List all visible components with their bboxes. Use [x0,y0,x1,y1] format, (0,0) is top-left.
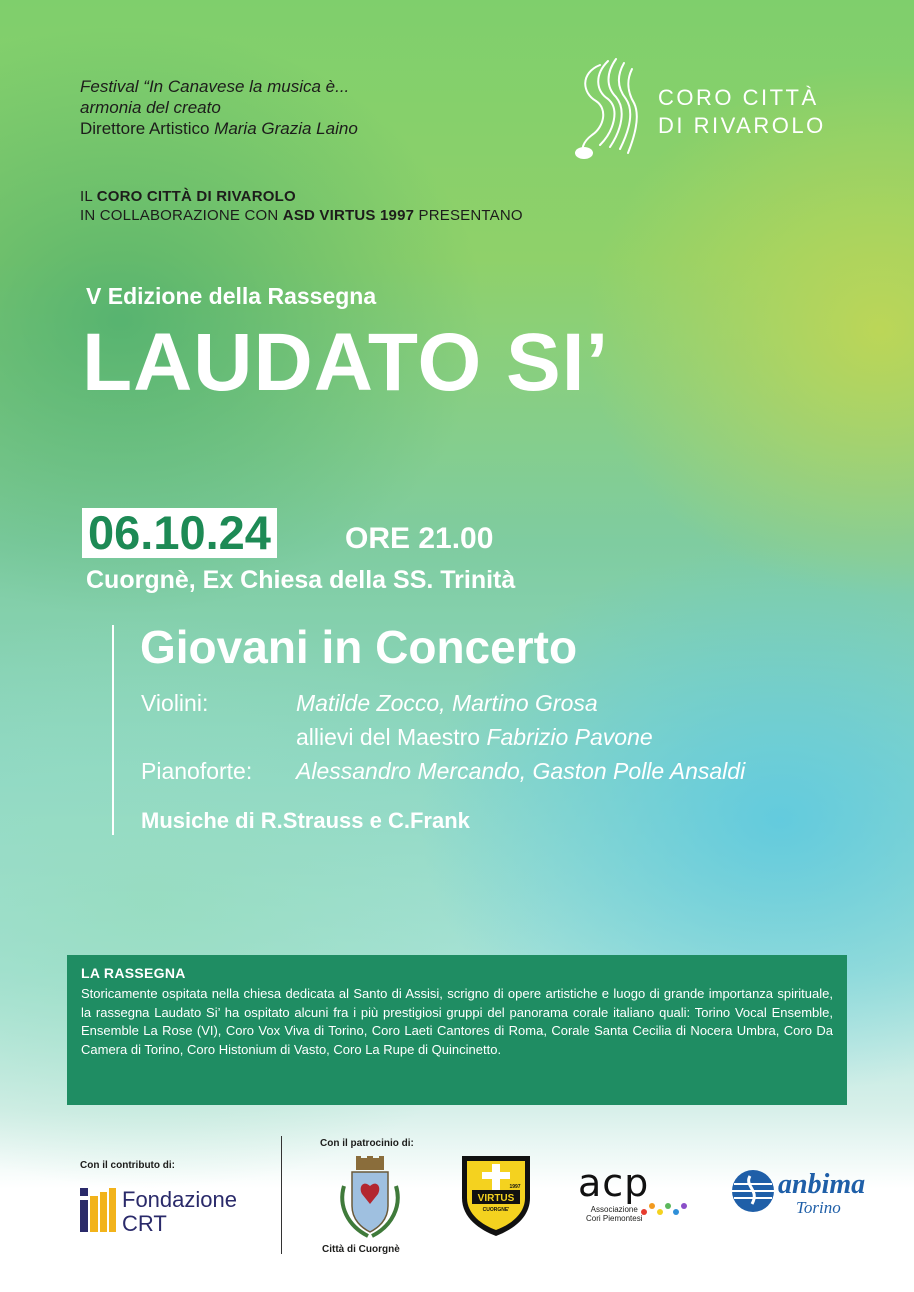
allievi-name: Fabrizio Pavone [486,724,653,750]
edition-subtitle: V Edizione della Rassegna [86,283,377,309]
festival-line1: Festival “In Canavese la musica è... [80,77,350,96]
logo-line1: CORO CITTÀ [658,85,819,110]
logo-line2: DI RIVAROLO [658,113,826,138]
rassegna-box [67,955,847,1105]
piano-label: Pianoforte: [141,758,253,784]
rassegna-heading: LA RASSEGNA [81,965,186,981]
anbima-city: Torino [796,1198,841,1217]
contributo-label: Con il contributo di: [80,1160,175,1171]
acp-line1: Associazione [590,1205,638,1214]
festival-line2: armonia del creato [80,98,221,117]
virtus-shield-icon [458,1152,534,1238]
rassegna-text: Storicamente ospitata nella chiesa dedicata al Santo di Assisi, scrigno di opere artistiche e luogo di grande importanza spirituale, la rassegna Laudato Si’ ha ospitato alcuni fra i più prestigiosi gruppi del panorama corale italiano quali: Torino Vocal Ensemble, Ensemble La Rose (VI), Coro Vox Viva di Torino, Coro Laeti Cantores di Roma, Corale Santa Cecilia di Nocera Umbra, Coro Da Camera di Torino, Coro Histonium di Vasto, Coro La Rupe di Quincinetto. [81,986,833,1057]
presenting-l2-b: ASD VIRTUS 1997 [282,207,415,224]
patrocinio-label: Con il patrocinio di: [320,1138,414,1149]
sponsor-divider [281,1136,282,1254]
cuorgne-crest-icon [330,1156,410,1240]
violini-label: Violini: [141,690,209,716]
event-time: ORE 21.00 [345,522,494,555]
presenting-l1-b: CORO CITTÀ DI RIVAROLO [96,188,296,205]
anbima-globe-icon [730,1168,776,1214]
event-venue: Cuorgnè, Ex Chiesa della SS. Trinità [86,566,516,594]
virtus-shield-sub: CUORGNE' [482,1207,510,1213]
festival-info [80,76,358,139]
presenting-l2-a: IN COLLABORAZIONE CON [80,207,283,224]
crt-line2: CRT [122,1211,167,1236]
presenting-l2-c: PRESENTANO [414,207,523,224]
concert-title: Giovani in Concerto [140,621,578,673]
acp-line2: Cori Piemontesi [586,1214,643,1223]
acp-caption [586,1205,642,1223]
coro-logo-text [658,84,826,140]
event-date: 06.10.24 [82,508,277,558]
director-name: Maria Grazia Laino [214,119,358,138]
fondazione-crt-icon [80,1188,116,1232]
presenting-text [80,187,523,225]
cuorgne-label: Città di Cuorgnè [322,1244,400,1255]
fondazione-crt-text [122,1188,237,1236]
violini-names: Matilde Zocco, Martino Grosa [296,690,598,716]
piano-names: Alessandro Mercando, Gaston Polle Ansaldi [296,758,746,784]
acp-dots-icon [640,1198,690,1220]
music-program: Musiche di R.Strauss e C.Frank [141,808,470,833]
crt-line1: Fondazione [122,1187,237,1212]
anbima-text: anbima [778,1169,866,1200]
event-title: LAUDATO SI’ [82,317,610,408]
concert-divider [112,625,114,835]
allievi-prefix: allievi del Maestro [296,724,487,750]
acp-logo-text: acp [578,1161,650,1205]
presenting-l1-a: IL [80,188,97,205]
virtus-shield-year: 1997 [509,1184,521,1190]
allievi-line [296,724,653,751]
virtus-shield-label: VIRTUS [477,1193,515,1204]
director-label: Direttore Artistico [80,119,215,138]
